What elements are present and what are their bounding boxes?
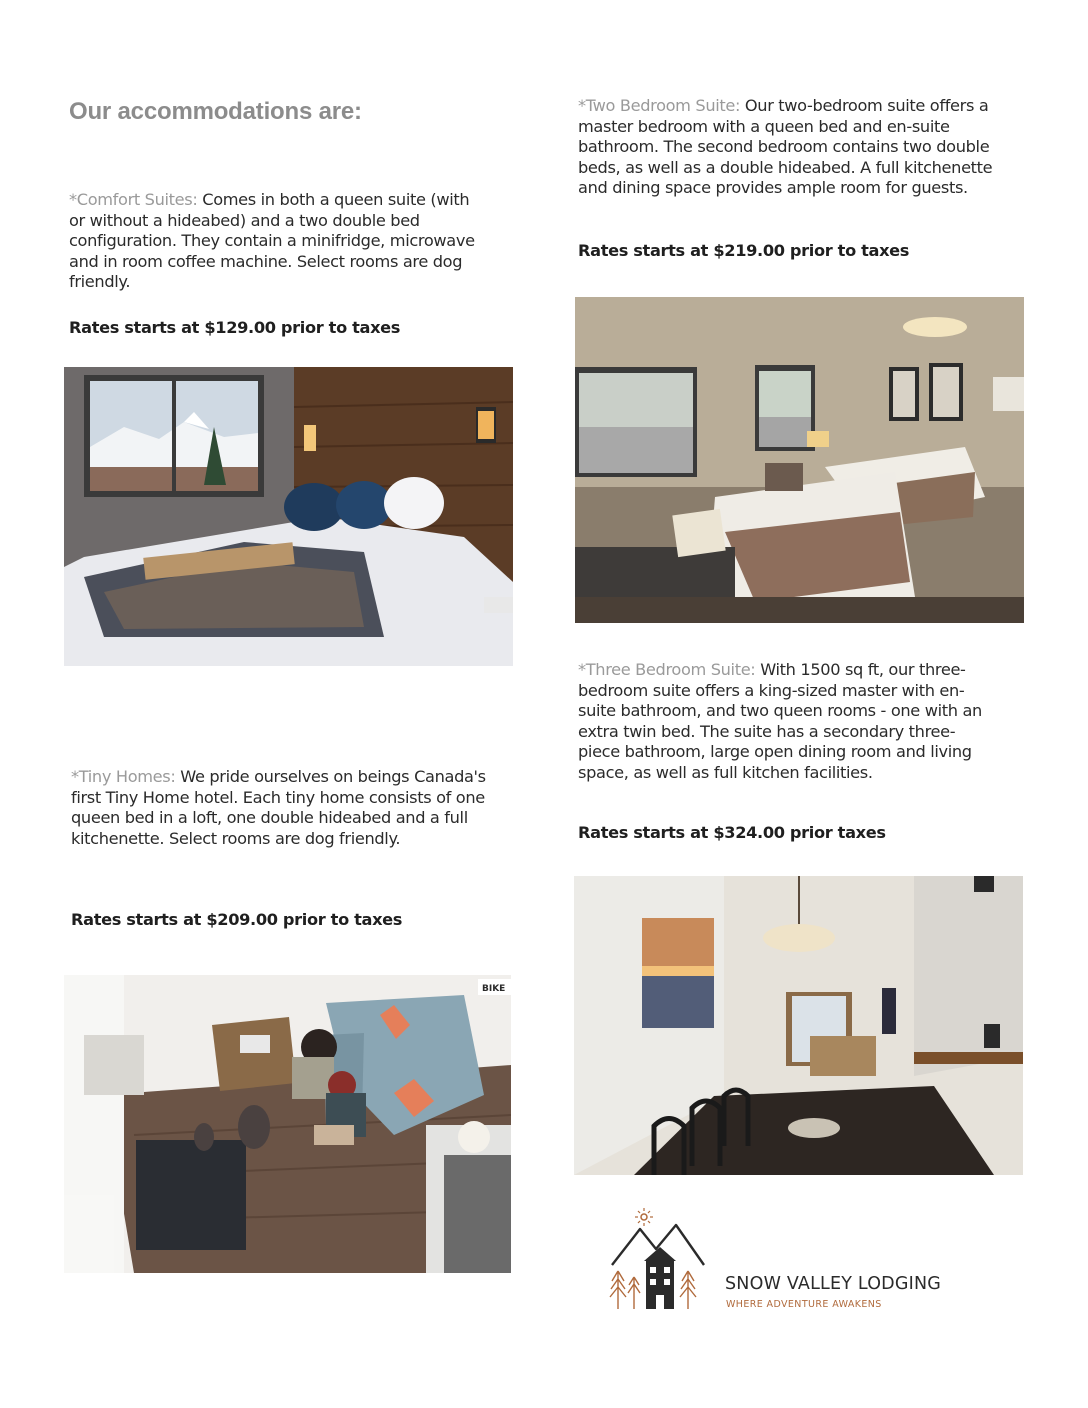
- comfort-suites-text: Comes in both a queen suite (with or without a hideabed) and a two double bed configuration. They contain a minifridge, microwave and in room coffee machine. Select rooms are dog friendly.: [69, 190, 475, 292]
- comfort-suites-description: [69, 190, 481, 293]
- tiny-home-photo: [64, 975, 511, 1273]
- bike-sign: BIKE: [482, 984, 506, 994]
- two-bedroom-suite-description: [578, 96, 994, 199]
- tiny-homes-text: We pride ourselves on beings Canada's first Tiny Home hotel. Each tiny home consists of one queen bed in a loft, one double hideabed and a full kitchenette. Select rooms are dog friendly.: [71, 767, 486, 848]
- three-bedroom-suite-rate: Rates starts at $324.00 prior taxes: [578, 823, 886, 842]
- logo-name: SNOW VALLEY LODGING: [725, 1274, 942, 1294]
- page-heading: Our accommodations are:: [69, 98, 362, 125]
- two-bedroom-suite-label: *Two Bedroom Suite:: [578, 96, 741, 115]
- two-bedroom-suite-rate: Rates starts at $219.00 prior to taxes: [578, 241, 910, 260]
- tiny-homes-label: *Tiny Homes:: [71, 767, 176, 786]
- two-bedroom-suite-text: Our two-bedroom suite offers a master bedroom with a queen bed and en-suite bathroom. The second bedroom contains two double beds, as well as a double hideabed. A full kitchenette and dining space provides ample room for guests.: [578, 96, 993, 198]
- logo-tagline: WHERE ADVENTURE AWAKENS: [726, 1299, 882, 1310]
- logo-mark: [600, 1203, 710, 1315]
- comfort-suite-photo: [64, 367, 513, 666]
- three-bedroom-suite-text: With 1500 sq ft, our three-bedroom suite offers a king-sized master with en-suite bathroom, and two queen rooms - one with an extra twin bed. The suite has a secondary three-piece bathroom, large open dining room and living space, as well as full kitchen facilities.: [578, 660, 982, 782]
- comfort-suites-rate: Rates starts at $129.00 prior to taxes: [69, 318, 401, 337]
- three-bedroom-suite-photo: [574, 876, 1023, 1175]
- comfort-suites-label: *Comfort Suites:: [69, 190, 198, 209]
- two-bedroom-suite-photo: [575, 297, 1024, 623]
- three-bedroom-suite-description: [578, 660, 994, 784]
- tiny-homes-description: [71, 767, 487, 849]
- mountain-lodge-icon: [600, 1203, 710, 1315]
- tiny-homes-rate: Rates starts at $209.00 prior to taxes: [71, 910, 403, 929]
- three-bedroom-suite-label: *Three Bedroom Suite:: [578, 660, 756, 679]
